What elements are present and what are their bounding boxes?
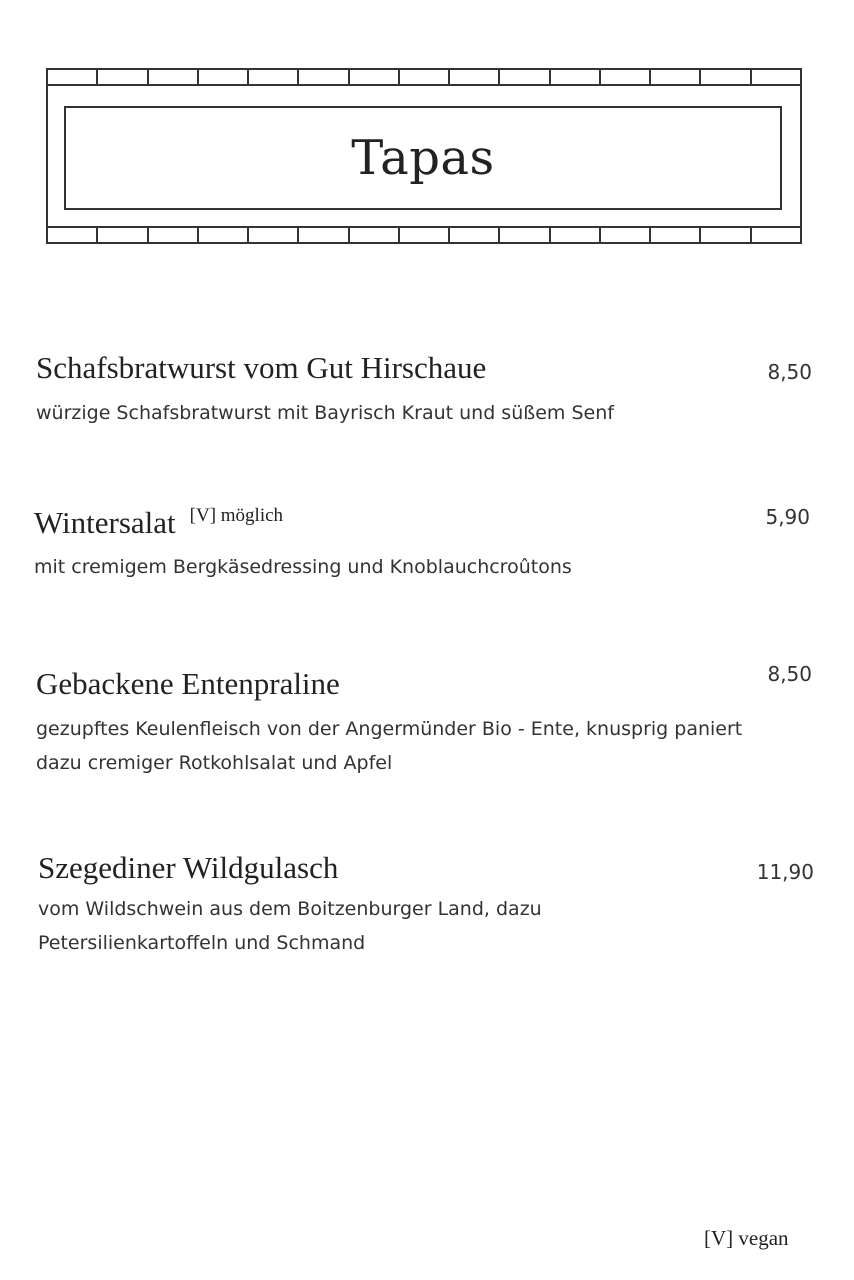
title-box <box>64 106 782 210</box>
brick-border-bottom <box>46 226 802 244</box>
item-price: 11,90 <box>756 860 814 884</box>
item-name: Schafsbratwurst vom Gut Hirschaue <box>36 350 487 385</box>
title-frame <box>46 68 802 244</box>
page-title: Tapas <box>351 130 495 186</box>
vegan-option-note: [V] möglich <box>189 505 284 526</box>
item-description: mit cremigem Bergkäsedressing und Knoblauchcroûtons <box>34 556 572 578</box>
vegan-legend: [V] vegan <box>704 1226 789 1250</box>
menu-item <box>36 662 816 780</box>
item-description: vom Wildschwein aus dem Boitzenburger Land, dazu Petersilienkartoffeln und Schmand <box>38 898 542 954</box>
item-name: Gebackene Entenpraline <box>36 666 340 701</box>
menu-item <box>34 505 814 584</box>
item-price: 8,50 <box>767 662 812 686</box>
item-name: Wintersalat <box>34 505 176 540</box>
item-name: Szegediner Wildgulasch <box>38 850 339 885</box>
item-price: 8,50 <box>767 360 812 384</box>
menu-item <box>36 350 816 430</box>
menu-item <box>38 850 818 960</box>
item-description: würzige Schafsbratwurst mit Bayrisch Kraut und süßem Senf <box>36 402 614 424</box>
item-description: gezupftes Keulenfleisch von der Angermünder Bio - Ente, knusprig paniert dazu cremiger Rotkohlsalat und Apfel <box>36 718 743 774</box>
item-name-row <box>34 505 814 546</box>
item-price: 5,90 <box>765 505 810 529</box>
